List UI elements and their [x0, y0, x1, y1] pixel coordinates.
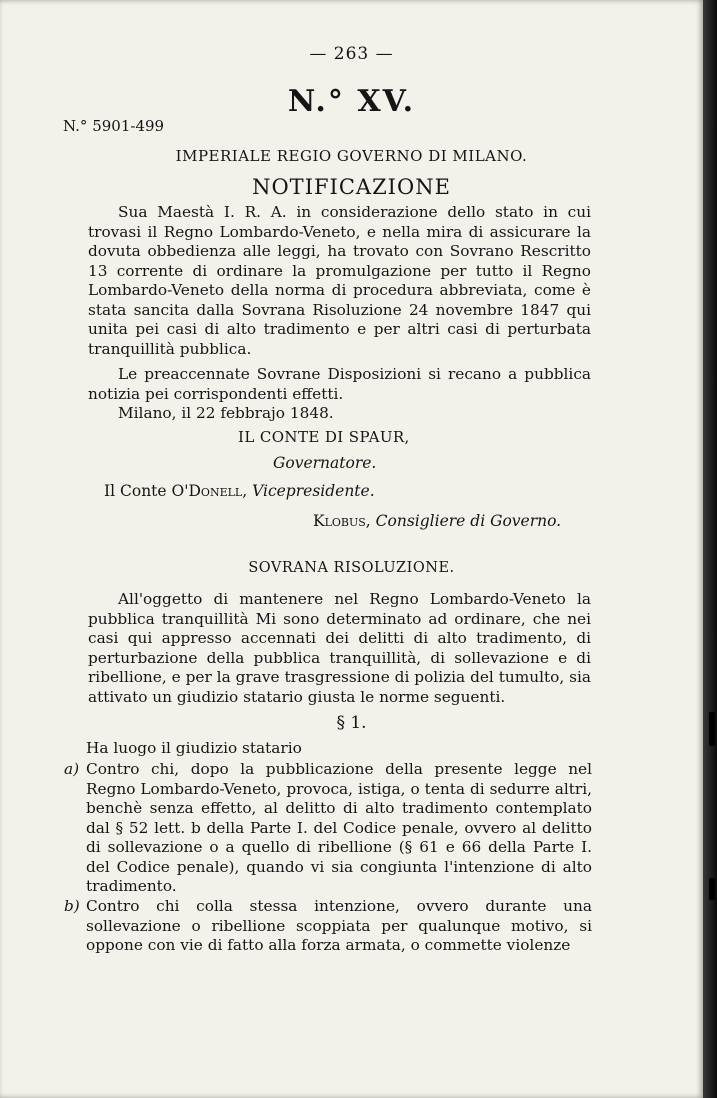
margin-mark — [709, 712, 715, 746]
signature-vicepresident-prefix: Il Conte — [104, 482, 167, 500]
signature-vicepresident-role: Vicepresidente. — [252, 482, 375, 500]
list-item-b-label: b) — [64, 897, 80, 915]
issuer-heading: IMPERIALE REGIO GOVERNO DI MILANO. — [175, 147, 528, 165]
place-date: Milano, il 22 febbrajo 1848. — [118, 404, 334, 422]
paragraph-sign: § 1. — [336, 713, 367, 733]
page-edge-shadow — [703, 0, 717, 1098]
margin-mark-lower — [709, 878, 715, 900]
list-item-a — [64, 760, 592, 897]
list-item-b — [64, 897, 592, 956]
list-item-a-label: a) — [64, 760, 80, 778]
signature-governor-role: Governatore. — [273, 454, 377, 472]
list-item-b-text: Contro chi colla stessa intenzione, ovvero durante una sollevazione o ribellione scoppiata per qualunque motivo, si oppone con vie di fatto alla forza armata, o commette violenze — [86, 897, 592, 954]
page-number: — 263 — — [309, 44, 394, 64]
document-number: N.° XV. — [287, 84, 416, 119]
page-title: NOTIFICAZIONE — [252, 175, 451, 199]
protocol-number: N.° 5901-499 — [63, 117, 165, 135]
intro-line: Ha luogo il giudizio statario — [86, 739, 302, 757]
signature-governor: IL CONTE DI SPAUR, — [238, 428, 410, 446]
list-item-a-text: Contro chi, dopo la pubblicazione della presente legge nel Regno Lombardo-Veneto, provoca, istiga, o tenta di sedurre altri, benchè senza effetto, al delitto di alto tradimento contemplato dal § 52 lett. b della Parte I. del Codice penale, ovvero al delitto di sollevazione o a quello di ribellione (§ 61 e 66 della Parte I. del Codice penale), quando vi sia congiunta l'intenzione di alto tradimento. — [86, 760, 592, 895]
signature-councillor — [313, 512, 561, 530]
section-heading: SOVRANA RISOLUZIONE. — [248, 560, 455, 576]
signature-councillor-name: Klobus, — [313, 512, 371, 530]
resolution-paragraph: All'oggetto di mantenere nel Regno Lombardo-Veneto la pubblica tranquillità Mi sono determinato ad ordinare, che nei casi qui appresso accennati dei delitti di alto tradimento, di perturbazione della pubblica tranquillità, di sollevazione e di ribellione, e per la grave trasgressione di polizia del tumulto, sia attivato un giudizio statario giusta le norme seguenti. — [88, 590, 591, 706]
notification-paragraph: Sua Maestà I. R. A. in considerazione dello stato in cui trovasi il Regno Lombardo-Veneto, e nella mira di assicurare la dovuta obbedienza alle leggi, ha trovato con Sovrano Rescritto 13 corrente di ordinare la promulgazione per tutto il Regno Lombardo-Veneto della norma di procedura abbreviata, come è stata sancita dalla Sovrana Risoluzione 24 novembre 1847 qui unita pei casi di alto tradimento e per altri casi di perturbata tranquillità pubblica. — [88, 203, 591, 358]
signature-councillor-role: Consigliere di Governo. — [375, 512, 562, 530]
signature-vicepresident — [104, 482, 375, 500]
signature-vicepresident-name: O'Donell, — [171, 482, 248, 500]
notification-paragraph-2: Le preaccennate Sovrane Disposizioni si recano a pubblica notizia pei corrispondenti effetti. — [88, 365, 591, 403]
